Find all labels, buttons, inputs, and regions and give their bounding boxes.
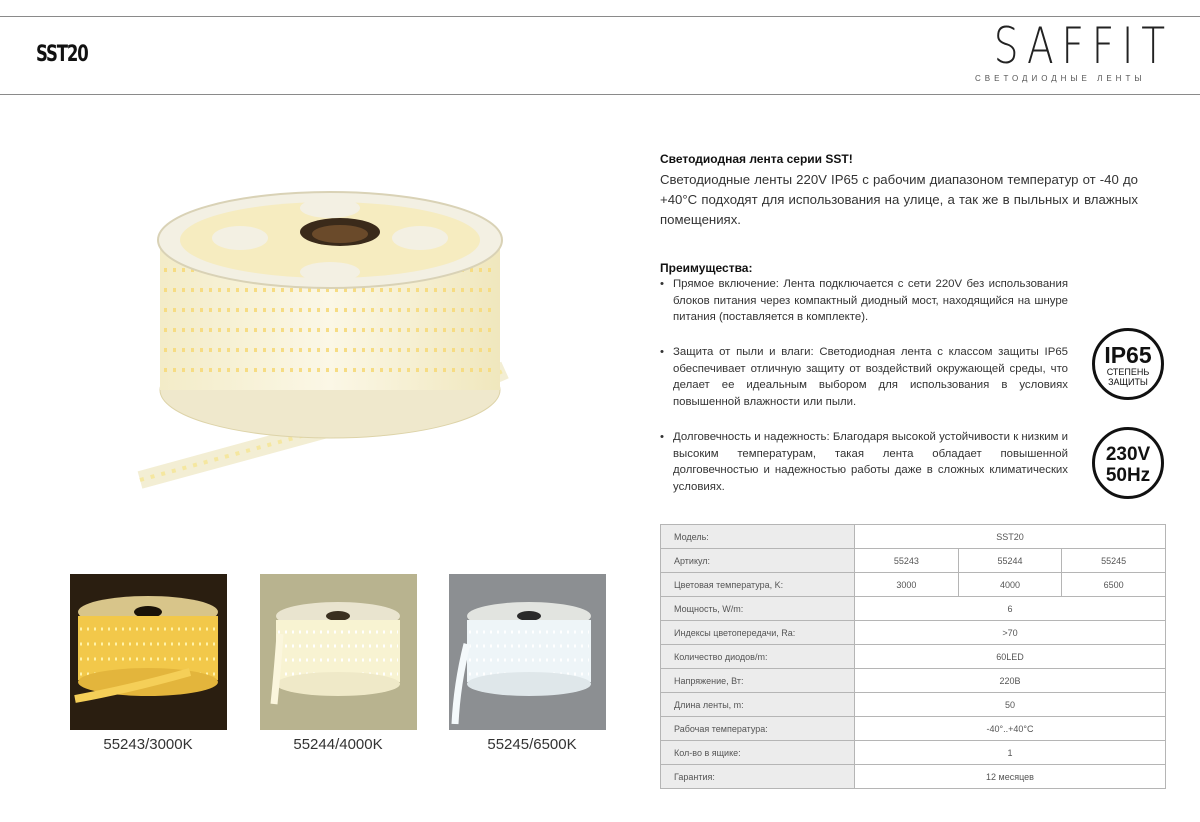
thumbnail-caption-4000k: 55244/4000K xyxy=(293,736,383,753)
table-row xyxy=(661,549,1166,573)
thumbnail-caption-3000k: 55243/3000K xyxy=(103,736,193,753)
spec-value: 55244 xyxy=(958,549,1062,573)
voltage-badge xyxy=(1092,427,1164,499)
spec-value: -40°..+40°C xyxy=(855,717,1166,741)
bullet-icon: • xyxy=(660,346,664,358)
spec-value: 4000 xyxy=(958,573,1062,597)
spec-label: Количество диодов/m: xyxy=(661,645,855,669)
table-row xyxy=(661,693,1166,717)
ip-rating: IP65 xyxy=(1104,342,1152,368)
thumbnail-3000k xyxy=(70,574,227,730)
table-row xyxy=(661,573,1166,597)
model-code: SST20 xyxy=(36,42,88,67)
spec-label: Длина ленты, m: xyxy=(661,693,855,717)
table-row xyxy=(661,621,1166,645)
intro-title: Светодиодная лента серии SST! xyxy=(660,152,853,166)
brand-tagline: СВЕТОДИОДНЫЕ ЛЕНТЫ xyxy=(975,74,1146,83)
ip-label-line1: СТЕПЕНЬ xyxy=(1106,367,1150,377)
specs-table xyxy=(660,524,1166,789)
table-row xyxy=(661,525,1166,549)
spec-value: 6 xyxy=(855,597,1166,621)
frequency-value: 50Hz xyxy=(1105,465,1151,486)
main-product-photo xyxy=(130,180,530,500)
spec-value: 60LED xyxy=(855,645,1166,669)
bullet-icon: • xyxy=(660,278,664,290)
spec-label: Мощность, W/m: xyxy=(661,597,855,621)
thumbnail-caption-6500k: 55245/6500K xyxy=(487,736,577,753)
brand-name: SAFFIT xyxy=(993,17,1173,75)
spec-value: 1 xyxy=(855,741,1166,765)
advantage-text: Долговечность и надежность: Благодаря высокой устойчивости к низким и высоким температурам, такая лента обладает повышенной долговечностью и надежностью работы даже в сложных климатических условиях. xyxy=(673,431,1068,493)
thumbnail-4000k xyxy=(260,574,417,730)
spec-label: Модель: xyxy=(661,525,855,549)
advantage-text: Прямое включение: Лента подключается с сети 220V без использования блоков питания через компактный диодный мост, находящийся на шнуре питания (поставляется в комплекте). xyxy=(673,278,1068,323)
header-divider xyxy=(0,94,1200,95)
spec-value: 55245 xyxy=(1062,549,1166,573)
spec-label: Индексы цветопередачи, Ra: xyxy=(661,621,855,645)
spec-value: 3000 xyxy=(855,573,959,597)
advantage-item xyxy=(660,429,1068,495)
table-row xyxy=(661,597,1166,621)
intro-text: Светодиодные ленты 220V IP65 с рабочим диапазоном температур от -40 до +40°C подходят для использования на улице, а так же в пыльных и влажных помещениях. xyxy=(660,172,1138,227)
advantage-item xyxy=(660,344,1068,410)
bullet-icon: • xyxy=(660,431,664,443)
thumbnail-6500k xyxy=(449,574,606,730)
ip65-badge xyxy=(1092,328,1164,400)
spec-label: Артикул: xyxy=(661,549,855,573)
spec-label: Напряжение, Вт: xyxy=(661,669,855,693)
spec-value: >70 xyxy=(855,621,1166,645)
advantage-item xyxy=(660,276,1068,326)
spec-label: Кол-во в ящике: xyxy=(661,741,855,765)
spec-label: Гарантия: xyxy=(661,765,855,789)
ip-label-line2: ЗАЩИТЫ xyxy=(1108,377,1148,387)
spec-value: SST20 xyxy=(855,525,1166,549)
advantages-title: Преимущества: xyxy=(660,261,753,275)
spec-label: Цветовая температура, K: xyxy=(661,573,855,597)
spec-value: 220В xyxy=(855,669,1166,693)
spec-label: Рабочая температура: xyxy=(661,717,855,741)
advantage-text: Защита от пыли и влаги: Светодиодная лента с классом защиты IP65 обеспечивает отличную защиту от воздействий окружающей среды, что делает ее идеальным выбором для использования в условиях повышенной влажности или пыли. xyxy=(673,346,1068,408)
table-row xyxy=(661,669,1166,693)
spec-value: 50 xyxy=(855,693,1166,717)
voltage-value: 230V xyxy=(1105,444,1151,465)
table-row xyxy=(661,717,1166,741)
spec-value: 6500 xyxy=(1062,573,1166,597)
table-row xyxy=(661,645,1166,669)
spec-value: 12 месяцев xyxy=(855,765,1166,789)
spec-value: 55243 xyxy=(855,549,959,573)
brand-logo xyxy=(975,17,1173,83)
table-row xyxy=(661,741,1166,765)
table-row xyxy=(661,765,1166,789)
